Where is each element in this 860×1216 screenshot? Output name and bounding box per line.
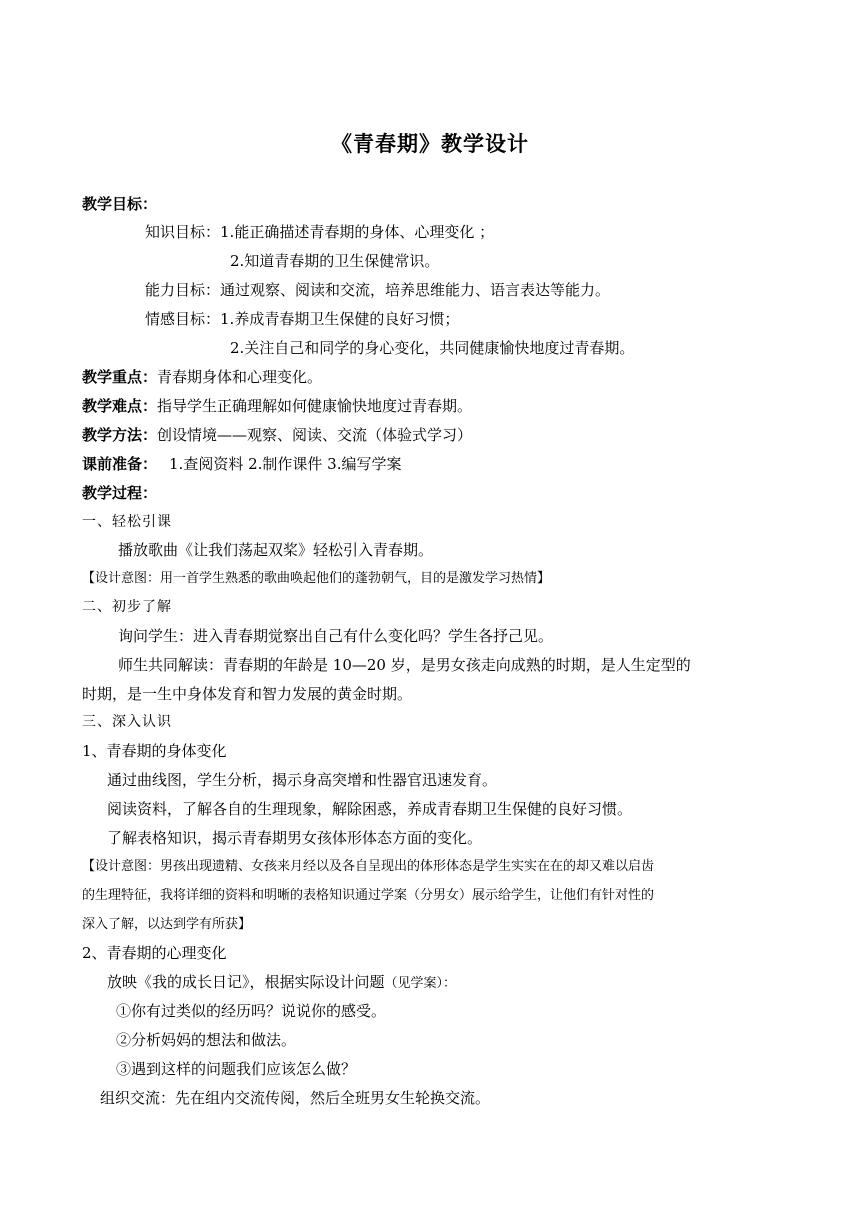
emotion-label: 情感目标： bbox=[145, 310, 221, 328]
subsection2-heading: 2、青春期的心理变化 bbox=[82, 944, 227, 962]
process-heading: 教学过程： bbox=[82, 484, 158, 502]
question-1: ①你有过类似的经历吗？说说你的感受。 bbox=[116, 1002, 387, 1020]
organize-exchange: 组织交流：先在组内交流传阅，然后全班男女生轮换交流。 bbox=[100, 1089, 491, 1107]
section1-design-note: 【设计意图：用一首学生熟悉的歌曲唤起他们的蓬勃朝气，目的是激发学习热情】 bbox=[82, 571, 551, 586]
emotion-item-1: 1.养成青春期卫生保健的良好习惯； bbox=[220, 310, 460, 328]
document-title: 《青春期》教学设计 bbox=[331, 131, 529, 156]
subsection2-line1 bbox=[107, 972, 456, 994]
preparation-label: 课前准备： bbox=[82, 455, 158, 473]
methods-line bbox=[82, 425, 472, 445]
difficulties-text: 指导学生正确理解如何健康愉快地度过青春期。 bbox=[157, 397, 473, 415]
section1-text: 播放歌曲《让我们荡起双桨》轻松引入青春期。 bbox=[118, 541, 434, 559]
subsection2-line1-ref: （见学案）： bbox=[384, 976, 457, 991]
section2-line3: 时期，是一生中身体发育和智力发展的黄金时期。 bbox=[82, 685, 413, 703]
question-3: ③遇到这样的问题我们应该怎么做？ bbox=[116, 1060, 357, 1078]
subsection1-line1: 通过曲线图，学生分析，揭示身高突增和性器官迅速发育。 bbox=[107, 771, 498, 789]
emotion-objective-line bbox=[145, 309, 459, 329]
key-points-label: 教学重点： bbox=[82, 368, 158, 386]
knowledge-objective-line bbox=[145, 222, 494, 242]
methods-label: 教学方法： bbox=[82, 426, 158, 444]
section2-line1: 询问学生：进入青春期觉察出自己有什么变化吗？学生各抒己见。 bbox=[118, 627, 554, 645]
section1-heading: 一、轻松引课 bbox=[82, 514, 172, 530]
methods-text: 创设情境——观察、阅读、交流（体验式学习） bbox=[157, 426, 473, 444]
section2-heading: 二、初步了解 bbox=[82, 599, 172, 615]
key-points-line bbox=[82, 367, 322, 387]
ability-objective-line bbox=[145, 280, 610, 300]
subsection1-heading: 1、青春期的身体变化 bbox=[82, 742, 227, 760]
knowledge-item-1: 1.能正确描述青春期的身体、心理变化 ； bbox=[220, 223, 495, 241]
knowledge-item-2: 2.知道青春期的卫生保健常识。 bbox=[230, 252, 440, 270]
key-points-text: 青春期身体和心理变化。 bbox=[157, 368, 323, 386]
question-2: ②分析妈妈的想法和做法。 bbox=[116, 1031, 297, 1049]
ability-text: 通过观察、阅读和交流，培养思维能力、语言表达等能力。 bbox=[220, 281, 611, 299]
subsection1-note-line3: 深入了解，以达到学有所获】 bbox=[82, 917, 252, 932]
section3-heading: 三、深入认识 bbox=[82, 714, 172, 730]
section2-line2: 师生共同解读：青春期的年龄是 10—20 岁，是男女孩走向成熟的时期，是人生定型的 bbox=[118, 656, 691, 674]
subsection1-note-line2: 的生理特征，我将详细的资料和明晰的表格知识通过学案（分男女）展示给学生，让他们有针对性的 bbox=[82, 888, 655, 903]
objectives-heading: 教学目标： bbox=[82, 195, 158, 213]
emotion-item-2: 2.关注自己和同学的身心变化，共同健康愉快地度过青春期。 bbox=[230, 339, 635, 357]
subsection1-line3: 了解表格知识，揭示青春期男女孩体形体态方面的变化。 bbox=[107, 829, 483, 847]
ability-label: 能力目标： bbox=[145, 281, 221, 299]
subsection1-line2: 阅读资料，了解各自的生理现象，解除困惑，养成青春期卫生保健的良好习惯。 bbox=[107, 800, 633, 818]
difficulties-line bbox=[82, 396, 472, 416]
subsection1-note-line1: 【设计意图：男孩出现遗精、女孩来月经以及各自呈现出的体形体态是学生实实在在的却又难以启齿 bbox=[82, 859, 655, 874]
preparation-text: 1.查阅资料 2.制作课件 3.编写学案 bbox=[169, 455, 402, 473]
subsection2-line1-text: 放映《我的成长日记》，根据实际设计问题 bbox=[107, 973, 385, 991]
knowledge-label: 知识目标： bbox=[145, 223, 221, 241]
difficulties-label: 教学难点： bbox=[82, 397, 158, 415]
preparation-line bbox=[82, 454, 402, 474]
